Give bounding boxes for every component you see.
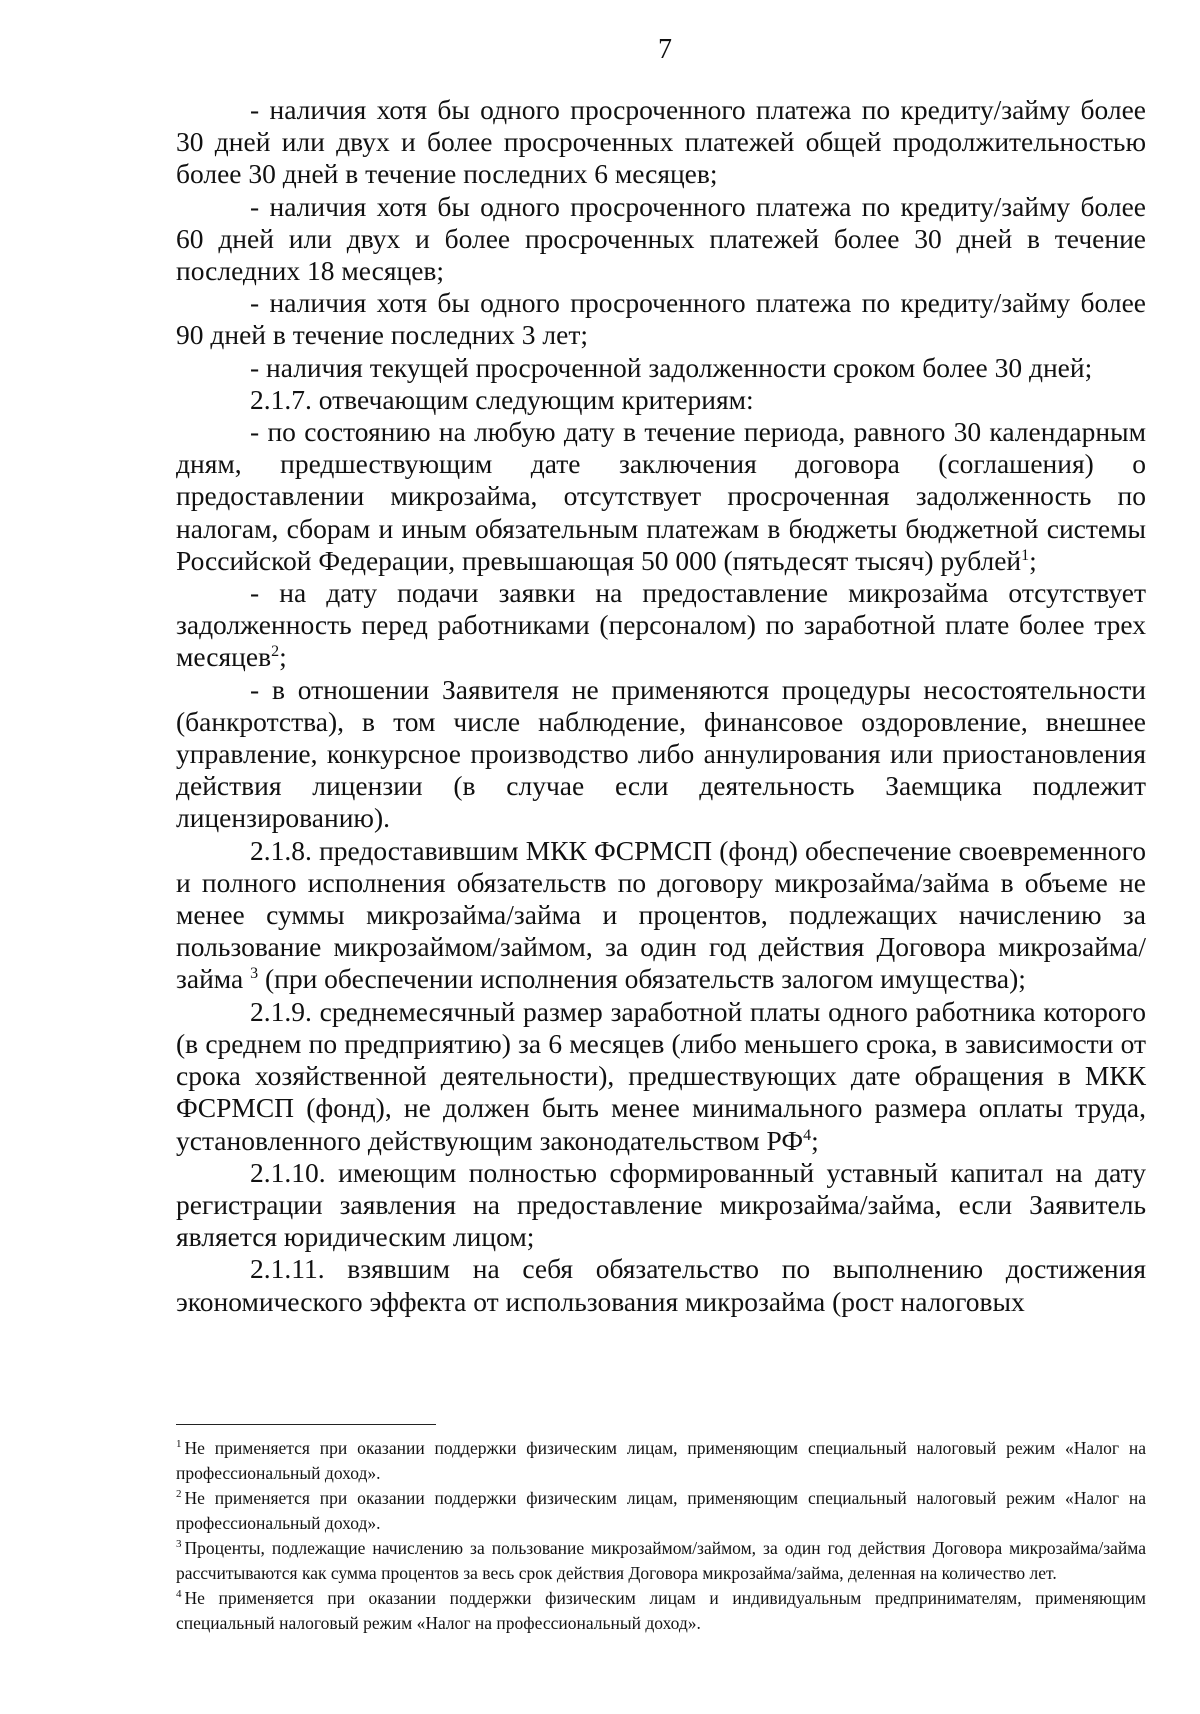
footnote-text: Не применяется при оказании поддержки физическим лицам, применяющим специальный налоговый режим «Налог на профессиональный доход». (176, 1488, 1146, 1533)
paragraph: 2.1.7. отвечающим следующим критериям: (250, 383, 754, 415)
page-number: 7 (658, 34, 672, 65)
paragraph: - в отношении Заявителя не применяются процедуры несостоятельности (банкротства), в том числе наблюдение, финансовое оздоровление, внешнее управление, конкурсное производство либо аннулирования или приостановления действия лицензии (в случае если деятельность Заемщика подлежит лицензированию). (176, 673, 1146, 834)
paragraph-tail: ; (279, 641, 287, 673)
paragraph (176, 996, 1146, 1157)
paragraph-text: - по состоянию на любую дату в течение периода, равного 30 календарным дням, предшествующим дате заключения договора (соглашения) о предоставлении микрозайма, отсутствует просроченная задолженность по налогам, сборам и иным обязательным платежам в бюджеты бюджетной системы Российской Федерации, превышающая 50 000 (пятьдесят тысяч) рублей (176, 416, 1146, 576)
paragraph: - наличия текущей просроченной задолженности сроком более 30 дней; (250, 351, 1093, 383)
footnote-text: Не применяется при оказании поддержки физическим лицам и индивидуальным предпринимателям, применяющим специальный налоговый режим «Налог на профессиональный доход». (176, 1588, 1146, 1633)
body-text (176, 94, 1146, 1318)
footnote (176, 1436, 1146, 1486)
footnote-reference[interactable]: 3 (250, 965, 259, 983)
paragraph: 2.1.10. имеющим полностью сформированный уставный капитал на дату регистрации заявления на предоставление микрозайма/займа, если Заявитель является юридическим лицом; (176, 1156, 1146, 1253)
footnote (176, 1586, 1146, 1636)
footnote-text: Проценты, подлежащие начислению за пользование микрозаймом/займом, за один год действия Договора микрозайма/займа рассчитываются как сумма процентов за весь срок действия Договора микрозайма/займа, деленная на количество лет. (176, 1538, 1146, 1583)
footnote-mark: 3 (176, 1538, 182, 1551)
footnote-reference[interactable]: 2 (271, 643, 280, 661)
footnote-reference[interactable]: 4 (803, 1126, 812, 1144)
footnote-text: Не применяется при оказании поддержки физическим лицам, применяющим специальный налоговый режим «Налог на профессиональный доход». (176, 1438, 1146, 1483)
paragraph-text: 2.1.8. предоставившим МКК ФСРМСП (фонд) обеспечение своевременного и полного исполнения обязательств по договору микрозайма/займа в объеме не менее суммы микрозайма/займа и процентов, подлежащих начислению за пользование микрозаймом/займом, за один год действия Договора микрозайма/займа (176, 834, 1146, 995)
paragraph: - наличия хотя бы одного просроченного платежа по кредиту/займу более 30 дней или двух и более просроченных платежей общей продолжительностью более 30 дней в течение последних 6 месяцев; (176, 94, 1146, 190)
paragraph-tail: (при обеспечении исполнения обязательств залогом имущества); (258, 963, 1026, 995)
paragraph-text: - на дату подачи заявки на предоставление микрозайма отсутствует задолженность перед работниками (персоналом) по заработной плате более трех месяцев (176, 577, 1146, 673)
paragraph: 2.1.11. взявшим на себя обязательство по выполнению достижения экономического эффекта от использования микрозайма (рост налоговых (176, 1253, 1146, 1317)
footnote-reference[interactable]: 1 (1021, 546, 1030, 564)
footnote-mark: 1 (176, 1438, 182, 1451)
footnote-mark: 4 (176, 1588, 182, 1601)
paragraph (176, 416, 1146, 577)
footnotes (176, 1436, 1146, 1636)
footnote-mark: 2 (176, 1488, 182, 1501)
paragraph-tail: ; (1029, 544, 1037, 576)
footnote (176, 1486, 1146, 1536)
paragraph-text: 2.1.9. среднемесячный размер заработной платы одного работника которого (в среднем по предприятию) за 6 месяцев (либо меньшего срока, в зависимости от срока хозяйственной деятельности), предшествующих дате обращения в МКК ФСРМСП (фонд), не должен быть менее минимального размера оплаты труда, установленного действующим законодательством РФ (176, 995, 1146, 1156)
paragraph-tail: ; (811, 1124, 819, 1156)
paragraph: - наличия хотя бы одного просроченного платежа по кредиту/займу более 90 дней в течение последних 3 лет; (176, 287, 1146, 351)
paragraph: - наличия хотя бы одного просроченного платежа по кредиту/займу более 60 дней или двух и более просроченных платежей более 30 дней в течение последних 18 месяцев; (176, 190, 1146, 287)
paragraph (176, 577, 1146, 674)
footnote (176, 1536, 1146, 1586)
footnote-separator (176, 1424, 436, 1425)
paragraph (176, 835, 1146, 996)
